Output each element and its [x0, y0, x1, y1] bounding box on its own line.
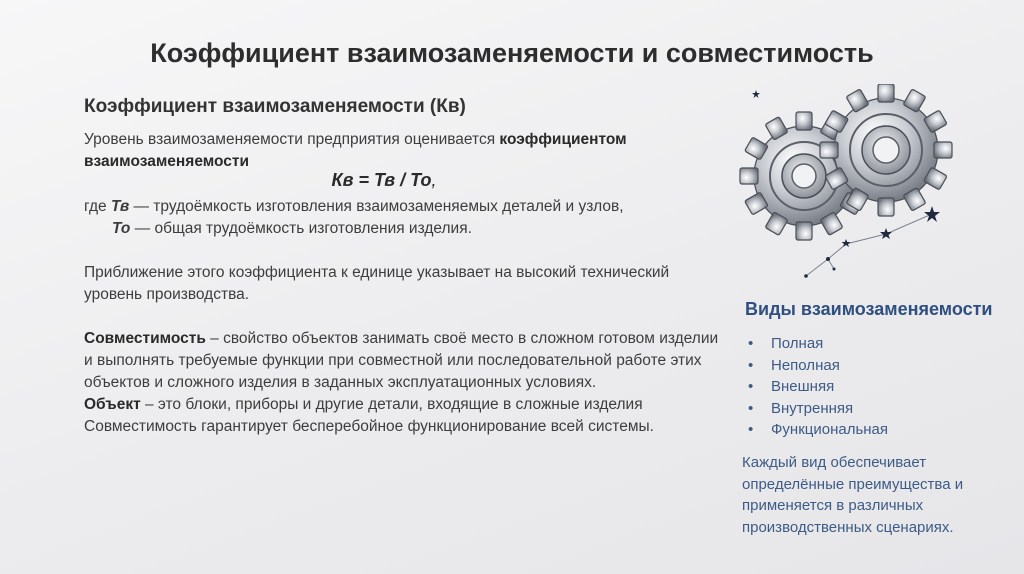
formula-legend: [84, 196, 704, 240]
approximation-paragraph: Приближение этого коэффициента к единице указывает на высокий технический уровень производства.: [84, 264, 670, 303]
where-prefix: где: [84, 198, 111, 215]
to-symbol: То: [112, 220, 131, 237]
list-item: [748, 419, 888, 441]
compatibility-block: [84, 328, 724, 438]
slide-title: Коэффициент взаимозаменяемости и совместимость: [150, 38, 874, 68]
list-item: [748, 333, 888, 355]
types-note: Каждый вид обеспечивает определённые преимущества и применяется в различных производственных сценариях.: [742, 454, 964, 536]
tv-description: — трудоёмкость изготовления взаимозаменяемых деталей и узлов,: [129, 198, 624, 215]
to-description: — общая трудоёмкость изготовления изделия.: [130, 220, 472, 237]
bullet-icon: •: [748, 356, 754, 374]
types-list: [748, 333, 888, 441]
gears-illustration: [736, 84, 966, 284]
list-item: [748, 398, 888, 420]
section-heading: Коэффициент взаимозаменяемости (Кв): [84, 96, 466, 117]
system-statement: Совместимость гарантирует бесперебойное функционирование всей системы.: [84, 418, 654, 435]
types-heading: Виды взаимозаменяемости: [745, 299, 993, 319]
object-definition: [84, 394, 724, 416]
intro-text: Уровень взаимозаменяемости предприятия оценивается: [84, 131, 500, 148]
bullet-icon: •: [748, 421, 754, 438]
compatibility-term: Совместимость: [84, 330, 206, 347]
compatibility-text: – свойство объектов занимать своё место в сложном готовом изделии и выполнять требуемые функции при совместной или последовательной работе этих объектов и сложного изделия в заданных эксплуатационных условиях.: [84, 330, 719, 391]
bullet-icon: •: [748, 399, 754, 417]
bullet-icon: •: [748, 335, 754, 352]
list-item: [748, 376, 888, 398]
bullet-icon: •: [748, 378, 754, 395]
formula-expression: Кв = Тв / То: [331, 170, 432, 190]
type-label: Внутренняя: [771, 399, 854, 417]
type-label: Функциональная: [771, 421, 889, 438]
legend-row-tv: [84, 196, 704, 218]
type-label: Неполная: [771, 356, 840, 374]
list-item: [748, 355, 888, 377]
compatibility-definition: [84, 328, 724, 394]
object-term: Объект: [84, 396, 141, 413]
legend-row-to: [84, 218, 704, 240]
object-text: – это блоки, приборы и другие детали, входящие в сложные изделия: [140, 396, 643, 413]
type-label: Внешняя: [771, 378, 835, 395]
intro-bold-term: коэффициентом взаимозаменяемости: [84, 131, 627, 170]
type-label: Полная: [771, 335, 824, 352]
tv-symbol: Тв: [110, 198, 130, 215]
intro-paragraph: [84, 129, 684, 173]
gears-icon: [736, 84, 966, 284]
formula: [84, 170, 684, 191]
formula-comma: ,: [431, 170, 437, 190]
